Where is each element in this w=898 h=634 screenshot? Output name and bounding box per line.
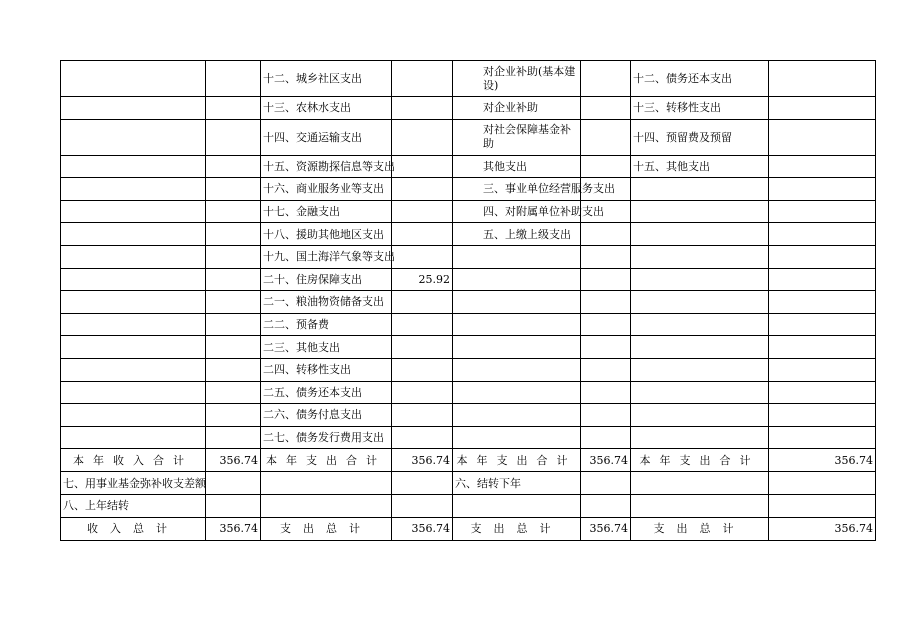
expense-item-value [392,155,453,178]
blank-cell [61,97,206,120]
expense-item-label: 十二、债务还本支出 [631,61,769,97]
expense-item-value [392,313,453,336]
table-row [61,313,876,336]
table-row [61,223,876,246]
expense-item-label: 二一、粮油物资储备支出 [261,291,392,314]
expense-total-value-1: 356.74 [392,449,453,472]
expense-item-value [581,358,631,381]
expense-item-value [392,119,453,155]
table-row [61,358,876,381]
table-row [61,404,876,427]
blank-cell [206,336,261,359]
expense-item-label: 十五、其他支出 [631,155,769,178]
expense-item-label [631,404,769,427]
blank-cell [61,268,206,291]
expense-item-value [392,97,453,120]
blank-cell [61,200,206,223]
expense-item-label [453,358,581,381]
expense-item-label: 十七、金融支出 [261,200,392,223]
expense-item-label [453,268,581,291]
expense-item-label: 二二、预备费 [261,313,392,336]
blank-cell [206,245,261,268]
expense-item-label [631,291,769,314]
table-row [61,97,876,120]
carry-left-label: 八、上年结转 [61,494,206,517]
blank-cell [206,61,261,97]
expense-item-value [392,200,453,223]
blank-cell [61,381,206,404]
expense-item-value [392,291,453,314]
expense-item-value [581,426,631,449]
expense-item-value [769,119,876,155]
expense-item-value [392,426,453,449]
expense-item-label: 其他支出 [453,155,581,178]
expense-item-label [631,381,769,404]
blank-cell [61,61,206,97]
blank-cell [206,268,261,291]
expense-item-value [392,223,453,246]
expense-item-label [631,245,769,268]
expense-item-label [631,336,769,359]
expense-item-label: 对企业补助(基本建设) [453,61,581,97]
table-row [61,291,876,314]
blank-cell [206,119,261,155]
expense-item-value [392,336,453,359]
grand-expense-value-3: 356.74 [769,517,876,540]
expense-item-value [581,61,631,97]
expense-item-value [769,381,876,404]
expense-item-value [769,223,876,246]
blank-cell [61,155,206,178]
budget-table [60,60,876,541]
expense-item-label: 十五、资源勘探信息等支出 [261,155,392,178]
expense-item-value: 25.92 [392,268,453,291]
expense-item-label [453,426,581,449]
blank-cell [61,245,206,268]
expense-item-label [631,178,769,201]
table-row [61,336,876,359]
carry-row [61,494,876,517]
expense-item-label [453,313,581,336]
expense-item-label [453,381,581,404]
expense-item-label [631,426,769,449]
blank-cell [206,426,261,449]
expense-item-value [769,404,876,427]
expense-item-value [392,178,453,201]
blank-cell [206,404,261,427]
grand-income-value: 356.74 [206,517,261,540]
expense-total-label-3: 本年支出合计 [631,449,769,472]
blank-cell [206,223,261,246]
grand-income-label: 收入总计 [61,517,206,540]
grand-total-row [61,517,876,540]
expense-item-value [581,291,631,314]
blank-cell [61,336,206,359]
expense-item-value [581,381,631,404]
expense-item-label [631,358,769,381]
expense-item-value [392,404,453,427]
blank-cell [206,155,261,178]
blank-cell [206,313,261,336]
table-row [61,268,876,291]
blank-cell [61,119,206,155]
expense-item-value [769,426,876,449]
expense-item-label: 十六、商业服务业等支出 [261,178,392,201]
blank-cell [61,426,206,449]
grand-expense-label-1: 支出总计 [261,517,392,540]
expense-item-value [392,381,453,404]
expense-item-value [581,223,631,246]
expense-item-label: 十四、交通运输支出 [261,119,392,155]
blank-cell [206,291,261,314]
expense-item-label [453,336,581,359]
expense-item-label [453,245,581,268]
table-row [61,200,876,223]
annual-total-row [61,449,876,472]
expense-total-label-1: 本年支出合计 [261,449,392,472]
expense-item-value [392,245,453,268]
blank-cell [61,404,206,427]
blank-cell [61,358,206,381]
expense-item-value [769,291,876,314]
table-row [61,155,876,178]
expense-item-value [769,61,876,97]
expense-item-value [581,336,631,359]
table-row [61,178,876,201]
table-body [61,61,876,449]
expense-item-value [581,119,631,155]
blank-cell [206,381,261,404]
expense-item-label: 十四、预留费及预留 [631,119,769,155]
expense-item-label: 五、上缴上级支出 [453,223,581,246]
blank-cell [61,178,206,201]
expense-item-value [581,268,631,291]
expense-item-label: 十八、援助其他地区支出 [261,223,392,246]
expense-item-label: 二十、住房保障支出 [261,268,392,291]
blank-cell [61,223,206,246]
expense-item-label: 十三、转移性支出 [631,97,769,120]
expense-item-label: 二三、其他支出 [261,336,392,359]
table-row [61,426,876,449]
expense-total-value-3: 356.74 [769,449,876,472]
grand-expense-value-1: 356.74 [392,517,453,540]
table-row [61,245,876,268]
blank-cell [206,97,261,120]
blank-cell [61,313,206,336]
income-total-value: 356.74 [206,449,261,472]
expense-item-label: 二五、债务还本支出 [261,381,392,404]
expense-item-label [631,200,769,223]
balance-right-label: 六、结转下年 [453,472,581,495]
expense-item-value [769,268,876,291]
expense-item-label [631,223,769,246]
blank-cell [206,178,261,201]
expense-item-label: 二六、债务付息支出 [261,404,392,427]
expense-total-value-2: 356.74 [581,449,631,472]
blank-cell [206,200,261,223]
expense-item-value [581,155,631,178]
expense-item-value [392,358,453,381]
expense-item-label [453,404,581,427]
expense-item-value [769,97,876,120]
expense-item-value [581,245,631,268]
expense-item-label: 对企业补助 [453,97,581,120]
expense-item-label: 十二、城乡社区支出 [261,61,392,97]
grand-expense-value-2: 356.74 [581,517,631,540]
blank-cell [206,358,261,381]
expense-item-label: 十九、国土海洋气象等支出 [261,245,392,268]
grand-expense-label-2: 支出总计 [453,517,581,540]
expense-item-value [392,61,453,97]
expense-item-value [769,200,876,223]
expense-item-value [769,336,876,359]
expense-item-value [769,358,876,381]
expense-item-value [769,313,876,336]
expense-item-label [631,313,769,336]
expense-item-value [769,245,876,268]
expense-item-label: 二七、债务发行费用支出 [261,426,392,449]
balance-left-label: 七、用事业基金弥补收支差额 [61,472,206,495]
balance-row [61,472,876,495]
table-row [61,381,876,404]
grand-expense-label-3: 支出总计 [631,517,769,540]
expense-item-label: 四、对附属单位补助支出 [453,200,581,223]
expense-item-value [581,97,631,120]
expense-item-value [769,178,876,201]
expense-item-label [631,268,769,291]
expense-item-value [581,313,631,336]
table-row [61,61,876,97]
expense-item-value [581,404,631,427]
expense-item-label: 对社会保障基金补助 [453,119,581,155]
expense-item-label: 二四、转移性支出 [261,358,392,381]
income-total-label: 本年收入合计 [61,449,206,472]
expense-item-label [453,291,581,314]
table-row [61,119,876,155]
expense-item-label: 三、事业单位经营服务支出 [453,178,581,201]
expense-item-label: 十三、农林水支出 [261,97,392,120]
expense-total-label-2: 本年支出合计 [453,449,581,472]
expense-item-value [769,155,876,178]
blank-cell [61,291,206,314]
